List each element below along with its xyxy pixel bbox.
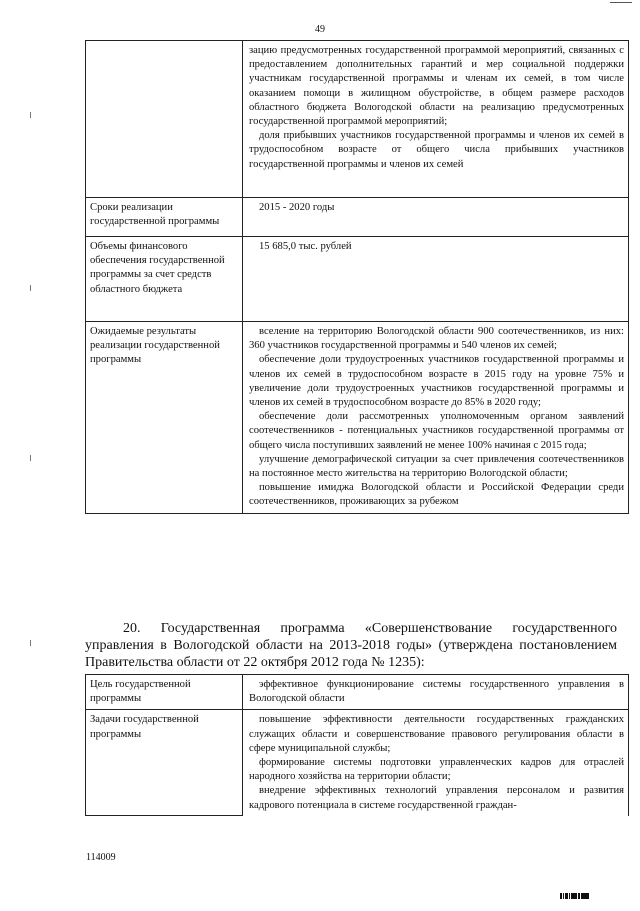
table-row	[86, 237, 629, 322]
value-paragraph: обеспечение доли трудоустроенных участников государственной программы и членов их семей в трудоспособном возрасте в 2015 году на уровне 75% и увеличение доли трудоустроенных участников государственной программы и членов их семей в трудоспособном возрасте до 85% в 2020 году;	[249, 354, 624, 409]
document-code: 114009	[86, 852, 116, 863]
value-paragraph: повышение имиджа Вологодской области и Российской Федерации среди соотечественников, проживающих за рубежом	[249, 482, 624, 508]
value-paragraph: 2015 - 2020 годы	[259, 202, 335, 213]
margin-mark	[30, 455, 31, 461]
value-paragraph: внедрение эффективных технологий управления персоналом и развития кадрового потенциала в системе государственной граждан-	[249, 785, 624, 811]
row-value	[243, 237, 629, 322]
value-paragraph: повышение эффективности деятельности государственных гражданских служащих области и совершенствование правового регулирования области в сфере муниципальной службы;	[249, 714, 624, 754]
table-row	[86, 710, 629, 816]
passport-table	[85, 674, 629, 816]
row-value	[243, 198, 629, 237]
row-label-empty	[86, 41, 243, 198]
row-value	[243, 710, 629, 816]
barcode-mark	[560, 893, 600, 899]
section-heading: 20. Государственная программа «Совершенствование государственного управления в Вологодской области на 2013-2018 годы» (утверждена постановлением Правительства области от 22 октября 2012 года № 1235):	[85, 621, 617, 670]
table-row	[86, 322, 629, 514]
row-label: Объемы финансового обеспечения государственной программы за счет средств областного бюджета	[86, 237, 243, 322]
value-paragraph: доля прибывших участников государственной программы и членов их семей в трудоспособном возрасте от общего числа прибывших участников государственной программы и членов их семей	[249, 130, 624, 170]
value-paragraph: зацию предусмотренных государственной программой мероприятий, связанных с предоставлением дополнительных гарантий и мер социальной поддержки участникам государственной программы и членам их семей, в том числе оказанием помощи в жилищном обустройстве, в общем размере расходов областного бюджета Вологодской области на реализацию предусмотренных государственной программой мероприятий;	[249, 45, 624, 128]
margin-mark	[30, 112, 31, 118]
value-paragraph: эффективное функционирование системы государственного управления в Вологодской области	[249, 679, 624, 705]
value-paragraph: обеспечение доли рассмотренных уполномоченным органом заявлений соотечественников - потенциальных участников государственной программы от общего числа поступивших заявлений не менее 100% начиная с 2015 года;	[249, 411, 624, 451]
row-value	[243, 675, 629, 710]
margin-mark	[30, 285, 31, 291]
table-row	[86, 41, 629, 198]
row-label: Сроки реализации государственной программы	[86, 198, 243, 237]
table-row	[86, 675, 629, 710]
row-value	[243, 322, 629, 514]
row-label: Цель государственной программы	[86, 675, 243, 710]
table-row	[86, 198, 629, 237]
value-paragraph: улучшение демографической ситуации за счет привлечения соотечественников на постоянное место жительства на территорию Вологодской области;	[249, 453, 624, 480]
row-label: Задачи государственной программы	[86, 710, 243, 816]
scan-mark	[610, 2, 632, 3]
row-label: Ожидаемые результаты реализации государственной программы	[86, 322, 243, 514]
passport-table-continued	[85, 40, 629, 514]
margin-mark	[30, 640, 31, 646]
value-paragraph: формирование системы подготовки управленческих кадров для отраслей народного хозяйства на территории области;	[249, 757, 624, 783]
row-value	[243, 41, 629, 198]
page-number: 49	[315, 24, 325, 35]
value-paragraph: вселение на территорию Вологодской области 900 соотечественников, из них: 360 участников государственной программы и 540 членов их семей;	[249, 326, 624, 352]
value-paragraph: 15 685,0 тыс. рублей	[259, 241, 352, 252]
